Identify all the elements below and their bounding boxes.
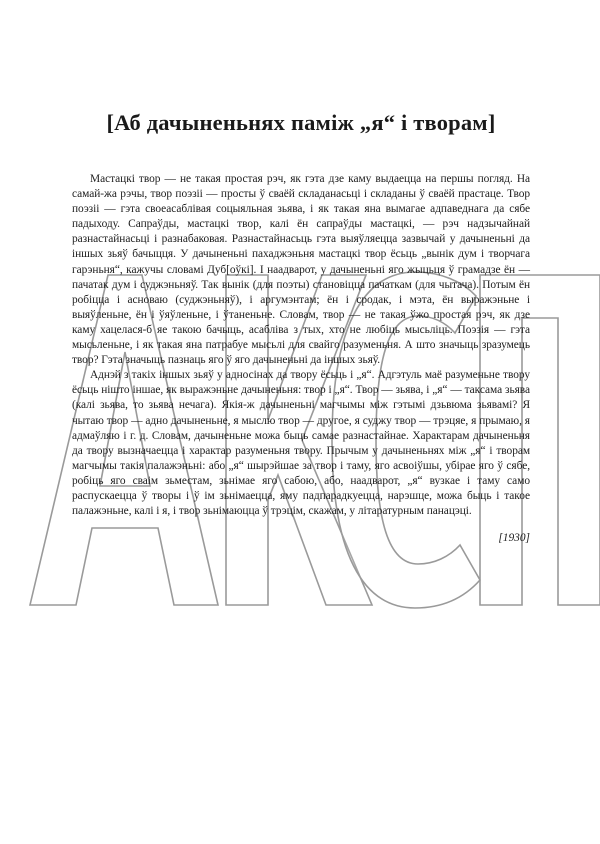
paragraph-1: Мастацкі твор — не такая простая рэч, як гэта дзе каму выдаецца на першы погляд. На самай-жа рэчы, твор поэзіі — просты ў сваёй складанасьці і складаны ў сваёй прастаце. Твор поэзіі — гэта своеасаблівая соцыяльная зьява, і як такая яна вымагае адпаведнага да сябе падыходу. Сапраўды, мастацкі твор, калі ён сапраўды мастацкі, — рэч надзычайнай разнастайнасьці і разнабаковая. Разнастайнасьць гэта выяўляецца зазвычай у дачыненьні да іншых зьяў бачыцця. У дачыненьні пахаджэньня мастацкі твор ёсьць „вынік дум і творчага гарэньня“, кажучы словамі Дуб[оўкі]. І наадварот, у дачыненьні яго жыцьця ў грамадзе ён — пачатак дум і суджэньняў. Так вынік (для поэты) становіцца пачаткам (для чытача). Потым ён робіцца і асноваю (суджэньняў), і аргумэнтам; ён і сродак, і мэта, ён выражэньне і выяўленьне, ён і ўяўленьне, і ўтаненьне. Словам, твор — не такая ўжо простая рэч, як дзе каму хацелася-б яе такою бачыць, асабліва з тых, хто не любіць мысьліць. Поэзія — гэта мысьленьне, і як такая яна патрабуе мысьлі для свайго разуменьня. А што значыць зразумець твор? Гэта значыць пазнаць яго ў яго дачыненьні да іншых зьяў. <box>72 173 530 367</box>
document-body <box>72 172 530 519</box>
document-page <box>72 108 530 546</box>
document-title: [Аб дачыненьнях паміж „я“ і творам] <box>106 110 496 135</box>
paragraph-2: Аднэй з такіх іншых зьяў у адносінах да твору ёсьць і „я“. Адгэтуль маё разуменьне твору ёсьць нішто іншае, як выражэньне дачыненьня: твор і „я“. Твор — зьява, і „я“ — таксама зьява (калі зьява, то зьява нечага). Якія-ж дачыненьні магчымы між гэтымі дзьвюма зьявамі? Я чытаю твор — адно дачыненьне, я мыслю твор — другое, я суджу твор — трэцяе, я прымаю, я адмаўляю і г. д. Словам, дачыненьне можа быць самае разнастайнае. Характарам дачыненьня да твору вызначаецца і характар разуменьня твору. Прычым у дачыненьнях між „я“ і творам магчымы такія палажэньні: або „я“ шырэйшае за твор і таму, яго асвоіўшы, убірае яго ў сябе, робіць яго сваім зьместам, зьнімае яго сабою, або, наадварот, „я“ вузкае і таму само распускаецца ў творы і ў ім зьнімаецца, яму падпарадкуецца, нарэшце, можа быць і такое палажэньне, калі і я, і твор зьнімаюцца ў трэцім, скажам, у літаратурным панацэці. <box>72 369 530 518</box>
document-date: [1930] <box>498 532 530 545</box>
